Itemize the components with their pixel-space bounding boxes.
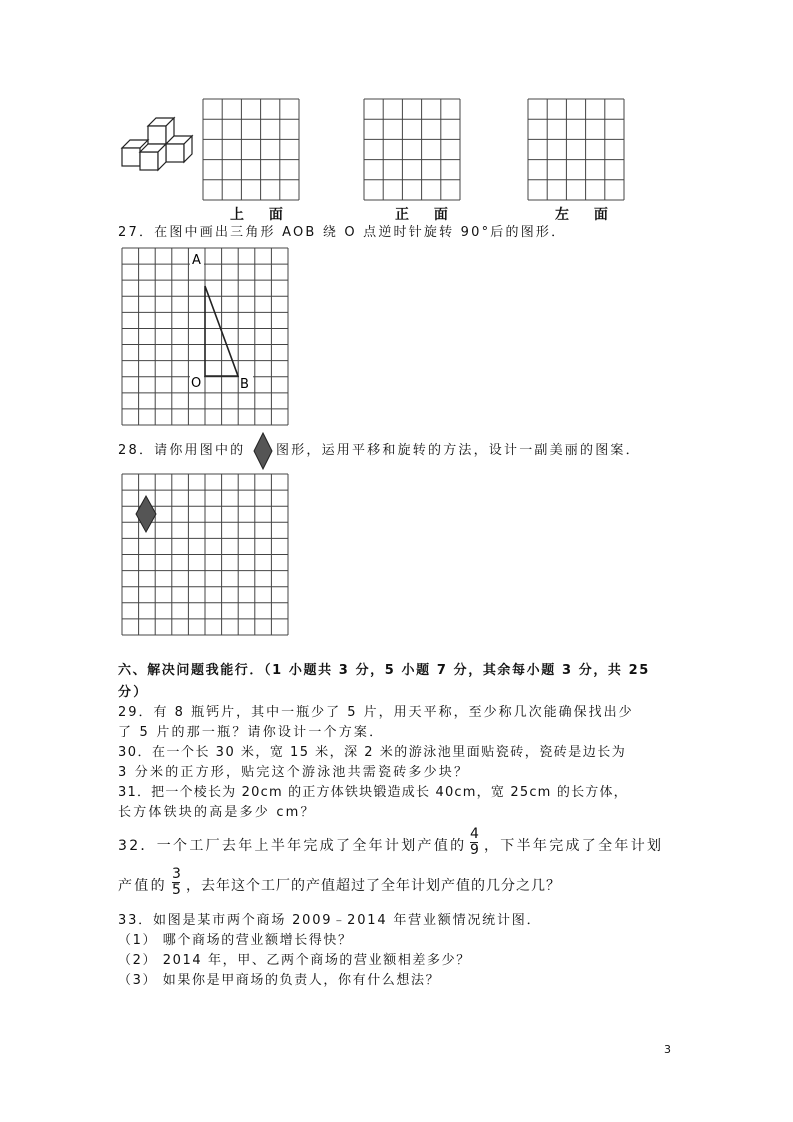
q32-line2-after: ，去年这个工厂的产值超过了全年计划产值的几分之几？ — [186, 878, 561, 894]
q28-text-before: 28．请你用图中的 — [118, 443, 246, 458]
q33-sub1: （1） 哪个商场的营业额增长得快？ — [118, 933, 353, 948]
fraction-3-5 — [172, 868, 181, 897]
fraction-4-9-denominator: 9 — [470, 842, 479, 858]
rhombus-shape-icon — [253, 432, 273, 470]
fraction-3-5-denominator: 5 — [172, 882, 181, 898]
q28-text-after: 图形，运用平移和旋转的方法，设计一副美丽的图案． — [276, 443, 641, 458]
section6-heading-line2: 分） — [118, 685, 149, 700]
q29-line2: 了 5 片的那一瓶？请你设计一个方案． — [118, 725, 385, 740]
q33-sub3: （3） 如果你是甲商场的负责人，你有什么想法？ — [118, 973, 441, 988]
q27-text: 27．在图中画出三角形 AOB 绕 O 点逆时针旋转 90°后的图形． — [118, 225, 567, 240]
point-b-label: B — [240, 377, 249, 392]
point-a-label: A — [192, 253, 201, 268]
q31-line1: 31．把一个棱长为 20cm 的正方体铁块锻造成长 40cm，宽 25cm 的长方体， — [118, 785, 628, 800]
q27-rotation-grid[interactable] — [122, 248, 288, 425]
front-view-label: 正 面 — [395, 207, 458, 223]
fraction-3-5-numerator: 3 — [172, 866, 181, 882]
page-number: 3 — [664, 1043, 671, 1056]
q32-line1-before: 32．一个工厂去年上半年完成了全年计划产值的 — [118, 838, 467, 854]
left-view-label: 左 面 — [555, 207, 618, 223]
cube-figure — [118, 112, 204, 178]
fraction-4-9-numerator: 4 — [470, 826, 479, 842]
q32-line1-after: ，下半年完成了全年计划 — [484, 838, 664, 854]
section6-heading-line1: 六、解决问题我能行．（1 小题共 3 分，5 小题 7 分，其余每小题 3 分，共 25 — [118, 663, 650, 678]
q32-line2-before: 产值的 — [118, 878, 167, 894]
top-view-label: 上 面 — [230, 207, 293, 223]
front-view-grid[interactable] — [364, 99, 460, 200]
fraction-4-9 — [470, 828, 479, 857]
q30-line1: 30．在一个长 30 米，宽 15 米，深 2 米的游泳池里面贴瓷砖，瓷砖是边长为 — [118, 745, 627, 760]
point-o-label: O — [191, 376, 202, 391]
q29-line1: 29．有 8 瓶钙片，其中一瓶少了 5 片，用天平称，至少称几次能确保找出少 — [118, 705, 634, 720]
q30-line2: 3 分米的正方形，贴完这个游泳池共需瓷砖多少块？ — [118, 765, 470, 780]
q28-pattern-grid[interactable] — [122, 474, 288, 635]
q33-intro: 33．如图是某市两个商场 2009﹣2014 年营业额情况统计图． — [118, 913, 542, 928]
q33-sub2: （2） 2014 年，甲、乙两个商场的营业额相差多少？ — [118, 953, 471, 968]
left-view-grid[interactable] — [528, 99, 624, 200]
q31-line2: 长方体铁块的高是多少 cm？ — [118, 805, 316, 820]
top-view-grid[interactable] — [203, 99, 299, 200]
